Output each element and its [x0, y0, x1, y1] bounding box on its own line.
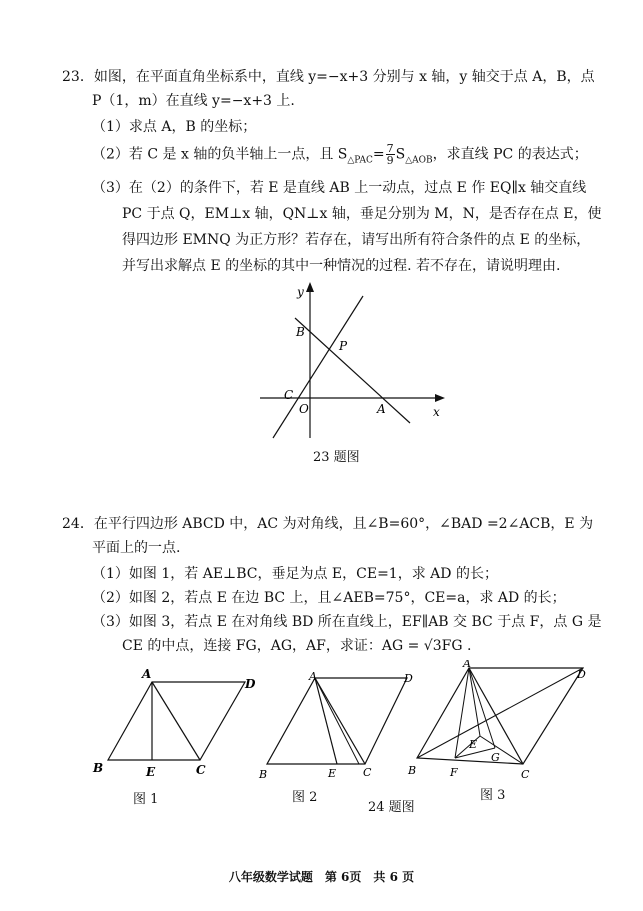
fig2-label-e: E: [328, 767, 337, 780]
fig2-label-c: C: [363, 766, 372, 779]
label-p: P: [339, 339, 348, 353]
q24-caption: 24 题图: [368, 800, 415, 815]
segment-ae: [315, 678, 337, 764]
q23-line-1: 23．如图，在平面直角坐标系中，直线 y=−x+3 分别与 x 轴，y 轴交于点 A，B，点: [62, 69, 595, 85]
fig1-label-c: C: [196, 763, 206, 777]
fig2-label-b: B: [259, 768, 268, 781]
label-x: x: [433, 405, 440, 419]
diagonal-ac: [315, 678, 365, 764]
fig2-label-a: A: [309, 670, 317, 683]
fraction-numerator: 7: [386, 142, 394, 155]
fig3-label-c: C: [521, 768, 530, 781]
q23-sub-3-a: （3）在（2）的条件下，若 E 是直线 AB 上一动点，过点 E 作 EQ∥x 轴交直线: [92, 180, 587, 196]
fig-3-caption: 图 3: [480, 788, 506, 803]
q23-sub-2: [92, 143, 588, 170]
label-o: O: [299, 402, 309, 416]
q23-sub-2-eq: =: [372, 146, 385, 163]
q23-sub-3-c: 得四边形 EMNQ 为正方形？若存在，请写出所有符合条件的点 E 的坐标，: [122, 232, 591, 248]
q23-sub-1: （1）求点 A，B 的坐标；: [92, 119, 257, 135]
segment-inner: [315, 678, 359, 764]
fig-1: [90, 668, 268, 783]
fig-2: [255, 668, 420, 783]
q23-sub-2-sub2: △AOB: [405, 155, 433, 166]
fig-1-caption: 图 1: [133, 792, 159, 807]
fig3-label-e: E: [469, 738, 478, 751]
fig3-label-f: F: [450, 766, 458, 779]
segment-af: [455, 668, 469, 758]
fig1-label-b: B: [93, 761, 104, 775]
fig3-label-g: G: [491, 751, 500, 764]
fig-3: [405, 660, 595, 785]
q23-sub-3-d: 并写出求解点 E 的坐标的其中一种情况的过程. 若不存在，请说明理由.: [122, 258, 561, 274]
line-ab: [295, 318, 410, 423]
fig3-label-a: A: [463, 660, 471, 670]
q24-line-1: 24．在平行四边形 ABCD 中，AC 为对角线，且∠B=60°，∠BAD =2∠ACB，E 为: [62, 516, 594, 532]
label-y: y: [297, 285, 304, 299]
fig2-label-d: D: [404, 672, 413, 685]
q24-sub-3-a: （3）如图 3，若点 E 在对角线 BD 所在直线上，EF∥AB 交 BC 于点 F，点 G 是: [92, 614, 602, 630]
page-footer: 八年级数学试题 第 6页 共 6 页: [228, 870, 415, 884]
q23-sub-2-c: ，求直线 PC 的表达式；: [432, 146, 588, 163]
diagonal-bd: [417, 668, 583, 758]
fig-2-caption: 图 2: [292, 790, 318, 805]
diagonal-ac: [152, 682, 200, 760]
q23-sub-2-b: S: [395, 146, 406, 163]
label-a: A: [377, 402, 386, 416]
q24-line-2: 平面上的一点.: [92, 540, 181, 556]
fig1-label-a: A: [142, 668, 152, 681]
fraction-denominator: 9: [386, 154, 394, 167]
q23-caption: 23 题图: [313, 450, 360, 465]
q23-figure: [255, 278, 455, 443]
fig3-label-b: B: [408, 764, 417, 777]
y-axis-arrow: [306, 282, 314, 292]
q23-sub-3-b: PC 于点 Q，EM⊥x 轴，QN⊥x 轴，垂足分别为 M，N，是否存在点 E，使: [122, 206, 602, 222]
x-axis-arrow: [435, 394, 445, 402]
label-c: C: [284, 388, 294, 402]
q24-sub-3-b: CE 的中点，连接 FG，AG，AF，求证：AG = √3FG .: [122, 638, 472, 654]
fig1-label-d: D: [245, 677, 256, 691]
fig3-label-d: D: [577, 668, 586, 681]
q24-sub-2: （2）如图 2，若点 E 在边 BC 上，且∠AEB=75°，CE=a，求 AD 的长；: [92, 590, 566, 606]
q23-line-2: P（1，m）在直线 y=−x+3 上.: [92, 93, 295, 109]
label-b: B: [296, 325, 305, 339]
fraction-7-9: [386, 143, 395, 166]
q23-sub-2-sub1: △PAC: [347, 155, 373, 166]
fig1-label-e: E: [146, 765, 156, 779]
q23-sub-2-a: （2）若 C 是 x 轴的负半轴上一点，且 S: [92, 146, 348, 163]
q24-sub-1: （1）如图 1，若 AE⊥BC，垂足为点 E，CE=1，求 AD 的长；: [92, 566, 498, 582]
